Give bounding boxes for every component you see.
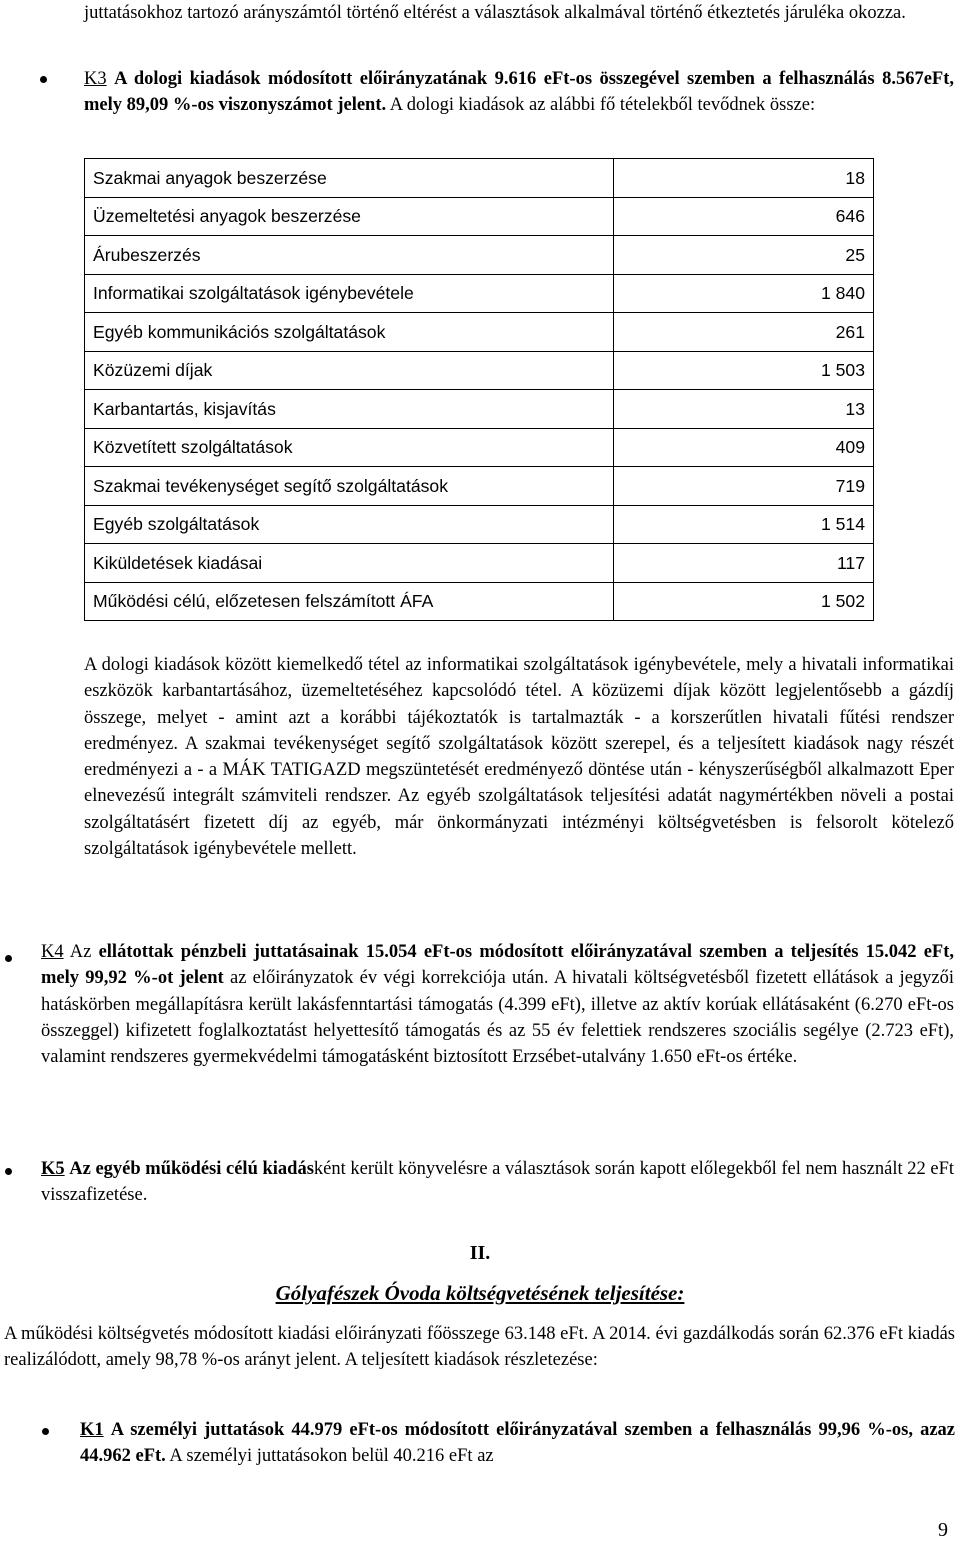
row-label: Szakmai tevékenységet segítő szolgáltatások [85, 467, 614, 506]
row-label: Kiküldetések kiadásai [85, 544, 614, 583]
row-label: Egyéb szolgáltatások [85, 505, 614, 544]
section-title: Gólyafészek Óvoda költségvetésének teljesítése: [275, 1281, 685, 1305]
row-value: 261 [614, 313, 874, 352]
k3-paragraph [84, 66, 954, 119]
k3-explanation: A dologi kiadások között kiemelkedő tétel az informatikai szolgáltatások igénybevétele, mely a hivatali informatikai eszközök karbantartásához, üzemeltetéséhez kapcsolódó tétel. A közüzemi díjak között legjelentősebb a gázdíj összege, melyet - amint azt a korábbi tájékoztatók is tartalmazták - a korszerűtlen hivatali fűtési rendszer eredményez. A szakmai tevékenységet segítő szolgáltatások között szerepel, és a teljesített kiadások nagy részét eredményezi a - a MÁK TATIGAZD megszüntetését eredményező döntése után - kényszerűségből alkalmazott Eper elnevezésű integrált számviteli rendszer. Az egyéb szolgáltatások teljesítési adatát nagymértékben növeli a postai szolgáltatásért fizetett díj az egyéb, már önkormányzati intézményi költségvetésben is felsorolt kötelező szolgáltatások igénybevétele mellett. [84, 655, 954, 860]
bullet-k5 [5, 1168, 12, 1175]
row-value: 1 840 [614, 274, 874, 313]
row-value: 1 502 [614, 582, 874, 621]
row-value: 1 503 [614, 351, 874, 390]
page-number: 9 [938, 1519, 948, 1541]
row-value: 1 514 [614, 505, 874, 544]
table-row [85, 467, 874, 506]
table-row [85, 159, 874, 198]
table-row [85, 313, 874, 352]
table-row [85, 582, 874, 621]
section-paragraph: A működési költségvetés módosított kiadási előirányzati főösszege 63.148 eFt. A 2014. évi gazdálkodás során 62.376 eFt kiadás realizálódott, amely 98,78 %-os arányt jelent. A teljesített kiadások részletezése: [4, 1324, 955, 1371]
k1-rest: A személyi juttatásokon belül 40.216 eFt az [169, 1446, 494, 1467]
k5-rest: ként került könyvelésre a választások során kapott előlegekből fel nem használt 22 eFt visszafizetése. [41, 1159, 955, 1206]
k4-paragraph [41, 939, 954, 1070]
row-label: Szakmai anyagok beszerzése [85, 159, 614, 198]
table-row [85, 351, 874, 390]
k1-label: K1 [80, 1420, 104, 1440]
cost-table-body [85, 159, 874, 621]
k3-bold-lead: A dologi kiadások módosított előirányzatának 9.616 eFt-os összegével szemben a felhasználás 8.567eFt, mely 89,09 %-os viszonyszámot jelent. [84, 69, 954, 116]
row-value: 25 [614, 236, 874, 275]
row-value: 646 [614, 197, 874, 236]
table-row [85, 505, 874, 544]
table-row [85, 544, 874, 583]
table-row [85, 236, 874, 275]
row-value: 13 [614, 390, 874, 429]
bullet-k4 [5, 955, 12, 962]
k5-paragraph [41, 1156, 954, 1209]
section-number: II. [469, 1242, 491, 1264]
row-label: Közvetített szolgáltatások [85, 428, 614, 467]
k4-bold: ellátottak pénzbeli juttatásainak 15.054 eFt-os módosított előirányzatával szemben a teljesítés 15.042 eFt, mely 99,92 %-ot jelent [41, 942, 955, 989]
k5-label: K5 [41, 1159, 65, 1179]
intro-paragraph: juttatásokhoz tartozó arányszámtól történő eltérést a választások alkalmával történő étkeztetés járuléka okozza. [84, 3, 906, 23]
k1-bold: A személyi juttatások 44.979 eFt-os módosított előirányzatával szemben a felhasználás 99,96 %-os, azaz 44.962 eFt. [80, 1420, 955, 1467]
row-value: 719 [614, 467, 874, 506]
row-label: Közüzemi díjak [85, 351, 614, 390]
dologi-kiadasok-table [84, 158, 874, 621]
row-label: Árubeszerzés [85, 236, 614, 275]
row-value: 409 [614, 428, 874, 467]
k3-rest: A dologi kiadások az alábbi fő tételekből tevődnek össze: [389, 95, 816, 116]
k3-label: K3 [84, 69, 107, 89]
row-value: 18 [614, 159, 874, 198]
table-row [85, 197, 874, 236]
bullet-k3 [40, 76, 47, 83]
row-label: Működési célú, előzetesen felszámított ÁFA [85, 582, 614, 621]
k4-rest: az előirányzatok év végi korrekciója után. A hivatali költségvetésből fizetett ellátások a jegyzői hatáskörben megállapításra került lakásfenntartási támogatás (4.399 eFt), illetve az aktív korúak ellátásaként (6.270 eFt-os összeggel) kifizetett foglalkoztatást helyettesítő támogatás és az 55 év felettiek rendszeres szociális segélye (2.723 eFt), valamint rendszeres gyermekvédelmi támogatásként biztosított Erzsébet-utalvány 1.650 eFt-os értéke. [41, 968, 955, 1068]
k4-label: K4 [41, 942, 64, 962]
bullet-k1 [42, 1428, 49, 1435]
row-label: Informatikai szolgáltatások igénybevétele [85, 274, 614, 313]
row-label: Egyéb kommunikációs szolgáltatások [85, 313, 614, 352]
row-label: Üzemeltetési anyagok beszerzése [85, 197, 614, 236]
table-row [85, 390, 874, 429]
k4-plain: Az [69, 942, 92, 962]
table-row [85, 274, 874, 313]
row-value: 117 [614, 544, 874, 583]
row-label: Karbantartás, kisjavítás [85, 390, 614, 429]
k5-bold: Az egyéb működési célú kiadás [69, 1159, 314, 1179]
k1-paragraph [80, 1417, 955, 1470]
table-row [85, 428, 874, 467]
